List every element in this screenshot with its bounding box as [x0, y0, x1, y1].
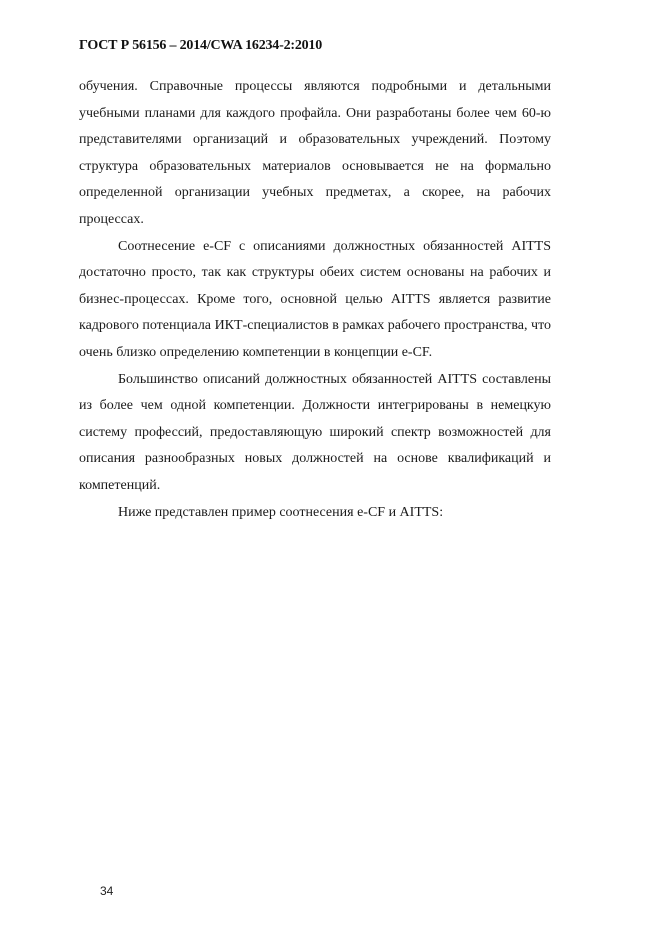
- document-header: ГОСТ Р 56156 – 2014/CWA 16234-2:2010: [79, 38, 323, 53]
- page-number: 34: [100, 884, 114, 898]
- paragraph-continuation: обучения. Справочные процессы являются подробными и детальными учебными планами для каждого профайла. Они разработаны более чем 60-ю представителями организаций и образовательных учреждений. Поэтому структура образовательных материалов основывается не на формально определенной организации учебных предметах, а скорее, на рабочих процессах.: [79, 79, 551, 227]
- paragraph-aitts-descriptions: Большинство описаний должностных обязанностей AITTS составлены из более чем одной компетенции. Должности интегрированы в немецкую систему профессий, предоставляющую широкий спектр возможностей для описания разнообразных новых должностей на основе квалификаций и компетенций.: [79, 371, 551, 493]
- document-body: [79, 74, 551, 526]
- paragraph-example-intro: Ниже представлен пример соотнесения e-CF и AITTS:: [118, 504, 444, 520]
- paragraph-ecf-mapping: Соотнесение e-CF с описаниями должностных обязанностей AITTS достаточно просто, так как структуры обеих систем основаны на рабочих и бизнес-процессах. Кроме того, основной целью AITTS является развитие кадрового потенциала ИКТ-специалистов в рамках рабочего пространства, что очень близко определению компетенции в концепции e-CF.: [79, 238, 551, 360]
